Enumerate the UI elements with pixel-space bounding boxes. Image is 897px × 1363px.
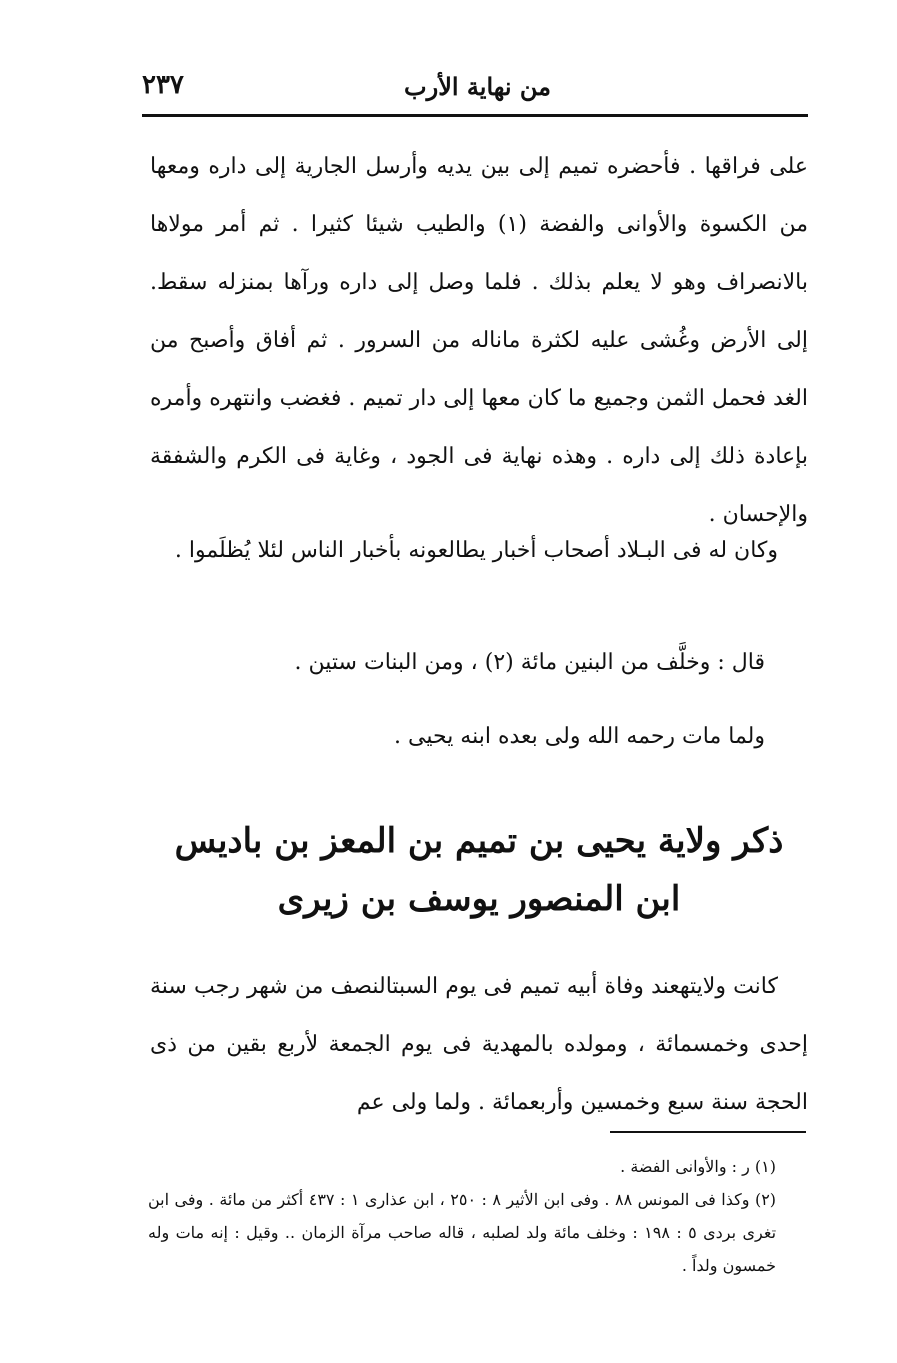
- footnotes: [148, 1150, 808, 1282]
- body-paragraph: على فراقها . فأحضره تميم إلى بين يديه وأرسل الجارية إلى داره ومعها من الكسوة والأوانى والفضة (١) والطيب شيئا كثيرا . ثم أمر مولاها بالانصراف وهو لا يعلم بذلك . فلما وصل إلى داره ورآها بمنزله سقط. إلى الأرض وغُشى عليه لكثرة ماناله من السرور . ثم أفاق وأصبح من الغد فحمل الثمن وجميع ما كان معها إلى دار تميم . فغضب وانتهره وأمره بإعادة ذلك إلى داره . وهذه نهاية فى الجود ، وغاية فى الكرم والشفقة والإحسان .: [150, 154, 808, 527]
- running-header: [142, 66, 806, 108]
- page-number: ٢٣٧: [142, 70, 184, 100]
- body-paragraph: ولما مات رحمه الله ولى بعده ابنه يحيى .: [394, 724, 765, 749]
- header-rule: [142, 114, 808, 117]
- footnote: (٢) وكذا فى المونس ٨٨ . وفى ابن الأثير ٨ : ٢٥٠ ، ابن عذارى ١ : ٤٣٧ أكثر من مائة . وفى ابن تغرى بردى ٥ : ١٩٨ : وخلف مائة ولد لصلبه ، قاله صاحب مرآة الزمان .. وقيل : إنه مات وله خمسون ولداً .: [148, 1190, 777, 1275]
- body-paragraph: قال : وخلَّف من البنين مائة (٢) ، ومن البنات ستين .: [294, 650, 765, 675]
- chapter-heading: [150, 812, 808, 928]
- body-paragraph: وكان له فى البـلاد أصحاب أخبار يطالعونه بأخبار الناس لئلا يُظلَموا .: [174, 538, 778, 563]
- running-title: من نهاية الأرب: [404, 72, 551, 101]
- chapter-heading-line: ابن المنصور يوسف بن زيرى: [277, 879, 681, 919]
- chapter-paragraph: كانت ولايتهعند وفاة أبيه تميم فى يوم السبتالنصف من شهر رجب سنة إحدى وخمسمائة ، ومولده بالمهدية فى يوم الجمعة لأربع بقين من ذى الحجة سنة سبع وخمسين وأربعمائة . ولما ولى عم: [150, 974, 808, 1115]
- footnote: (١) ر : والأوانى الفضة .: [620, 1157, 776, 1176]
- chapter-heading-line: ذكر ولاية يحيى بن تميم بن المعز بن باديس: [174, 821, 784, 861]
- footnote-rule: [610, 1131, 806, 1133]
